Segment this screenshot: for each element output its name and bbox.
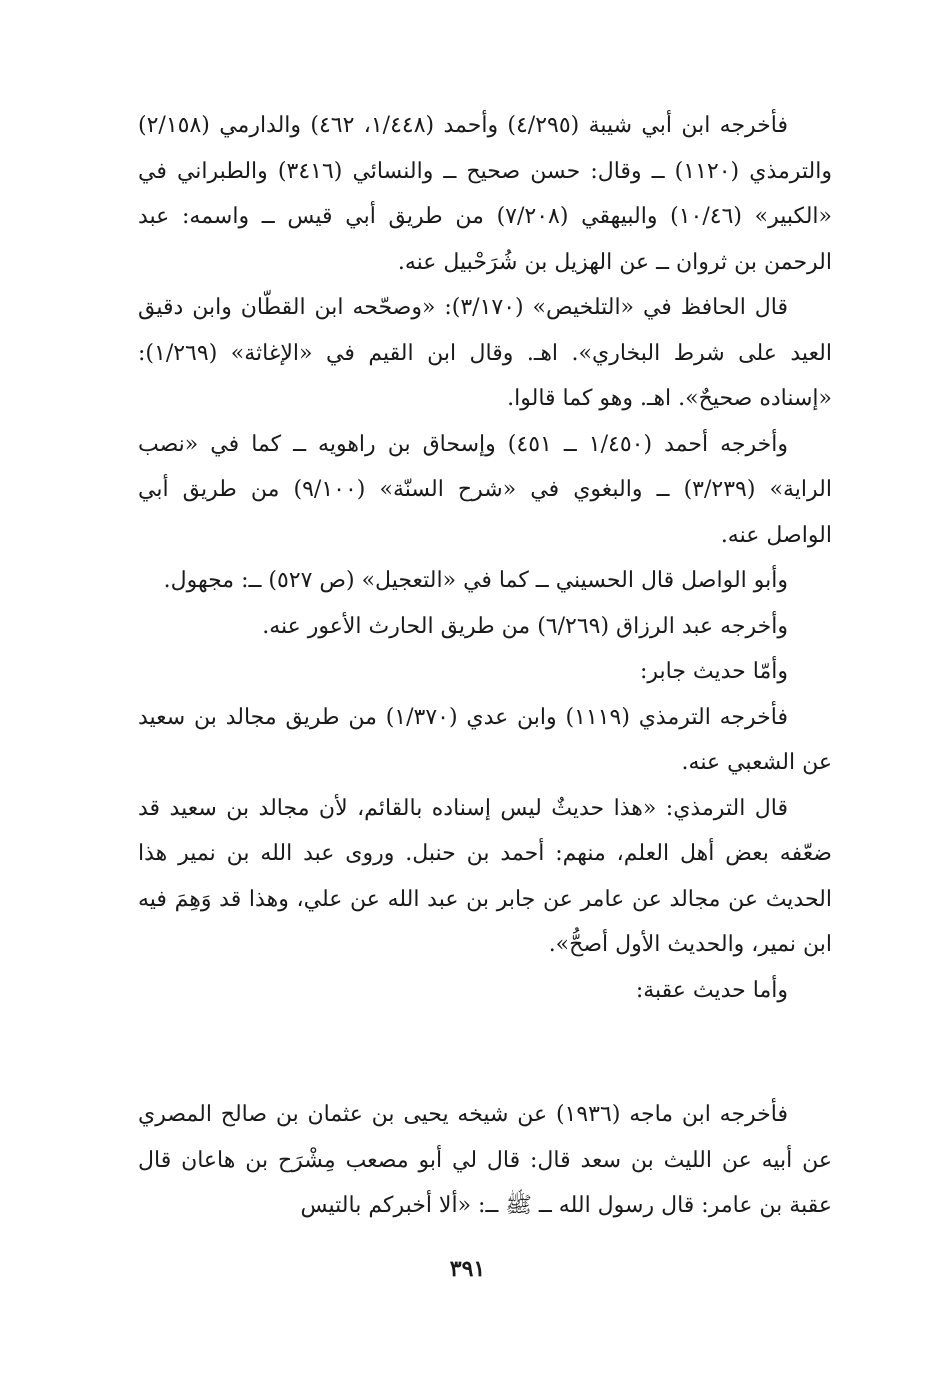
- bottom-text-block: [138, 1092, 832, 1229]
- paragraph-ibn-abi-shaybah: فأخرجه ابن أبي شيبة (٤/٢٩٥) وأحمد (١/٤٤٨، ٤٦٢) والدارمي (٢/١٥٨) والترمذي (١١٢٠) ــ وقال: حسن صحيح ــ والنسائي (٣٤١٦) والطبراني في «الكبير» (١٠/٤٦) والبيهقي (٧/٢٠٨) من طريق أبي قيس ــ واسمه: عبد الرحمن بن ثروان ــ عن الهزيل بن شُرَحْبيل عنه.: [138, 113, 832, 275]
- main-text-block: [138, 103, 832, 1013]
- paragraph-tirmidhi-quote: قال الترمذي: «هذا حديثٌ ليس إسناده بالقائم، لأن مجالد بن سعيد قد ضعّفه بعض أهل العلم، منهم: أحمد بن حنبل. وروى عبد الله بن نمير هذا الحديث عن مجالد عن عامر عن جابر بن عبد الله عن علي، وهذا قد وَهِمَ فيه ابن نمير، والحديث الأول أصحُّ».: [138, 795, 832, 957]
- page-number: ٣٩١: [449, 1256, 486, 1282]
- paragraph-ahmad-ishaq: وأخرجه أحمد (١/٤٥٠ ــ ٤٥١) وإسحاق بن راهويه ــ كما في «نصب الراية» (٣/٢٣٩) ــ والبغوي في «شرح السنّة» (٩/١٠٠) من طريق أبي الواصل عنه.: [138, 431, 832, 548]
- paragraph-ibn-majah: فأخرجه ابن ماجه (١٩٣٦) عن شيخه يحيى بن عثمان بن صالح المصري عن أبيه عن الليث بن سعد قال: قال لي أبو مصعب مِشْرَح بن هاعان قال عقبة بن عامر: قال رسول الله ــ ﷺ ــ: «ألا أخبركم بالتيس: [138, 1102, 832, 1218]
- heading-hadith-uqbah: وأما حديث عقبة:: [635, 977, 788, 1003]
- paragraph-abd-al-razzaq: وأخرجه عبد الرزاق (٦/٢٦٩) من طريق الحارث الأعور عنه.: [262, 613, 788, 639]
- paragraph-abu-al-wasil: وأبو الواصل قال الحسيني ــ كما في «التعجيل» (ص ٥٢٧) ــ: مجهول.: [163, 568, 788, 593]
- paragraph-hafiz-talkhis: قال الحافظ في «التلخيص» (٣/١٧٠): «وصحّحه ابن القطّان وابن دقيق العيد على شرط البخاري». اهـ. وقال ابن القيم في «الإغاثة» (١/٢٦٩): «إسناده صحيحٌ». اهـ. وهو كما قالوا.: [138, 295, 832, 411]
- paragraph-tirmidhi-ibn-adi: فأخرجه الترمذي (١١١٩) وابن عدي (١/٣٧٠) من طريق مجالد بن سعيد عن الشعبي عنه.: [138, 704, 832, 775]
- heading-hadith-jabir: وأمّا حديث جابر:: [639, 659, 788, 684]
